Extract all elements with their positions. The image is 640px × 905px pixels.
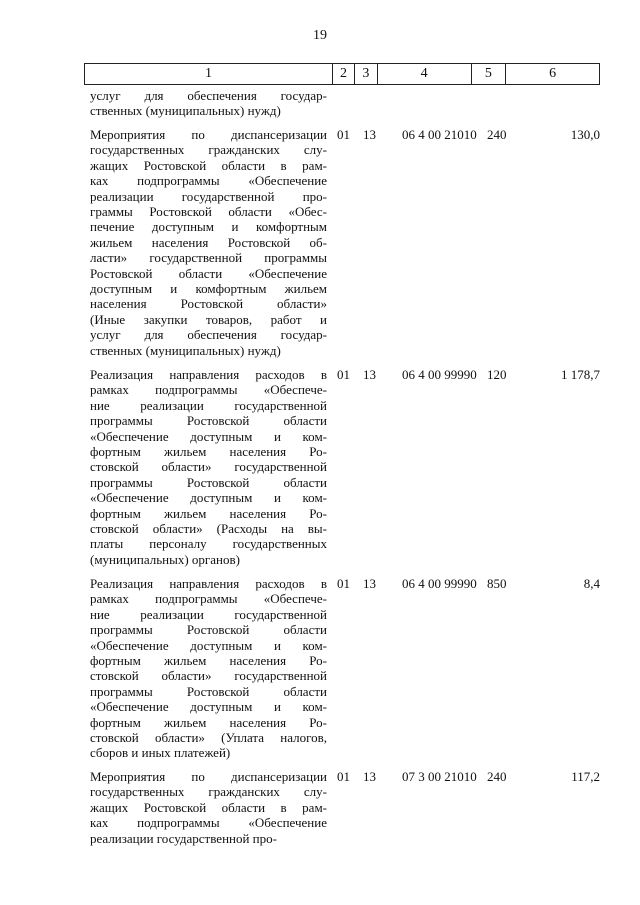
description-line: услуг для обеспечения государ- [90,88,327,103]
row-expense-type: 240 [487,769,507,784]
description-line: государственных гражданских слу- [90,784,327,800]
description-line: фортным жильем населения Ро- [90,653,327,669]
row-description [90,367,327,567]
description-line: (Иные закупки товаров, работ и [90,311,327,327]
header-col-6: 6 [549,66,557,81]
description-line: фортным жильем населения Ро- [90,505,327,521]
description-line: программы Ростовской области [90,622,327,638]
description-line: печение доступным и комфортным [90,219,327,235]
row-target-article: 06 4 00 21010 [402,127,477,142]
description-line: ние реализации государственной [90,606,327,622]
description-line: стовской области» государственной [90,668,327,684]
header-col-2: 2 [333,64,355,84]
row-section: 01 [337,367,350,382]
description-line: (муниципальных) органов) [90,551,240,567]
row-expense-type: 850 [487,576,507,591]
row-amount: 8,4 [583,576,600,591]
row-amount: 130,0 [570,127,600,142]
description-line: Реализация направления расходов в [90,576,327,591]
description-line: Мероприятия по диспансеризации [90,127,327,142]
description-line: стовской области» (Расходы на вы- [90,521,327,537]
row-description [90,127,327,358]
description-line: фортным жильем населения Ро- [90,714,327,730]
header-col-3: 3 [355,64,378,84]
row-description [90,88,327,119]
row-target-article: 07 3 00 21010 [402,769,477,784]
description-line: ласти» государственной программы [90,250,327,266]
row-section: 01 [337,576,350,591]
description-line: «Обеспечение доступным и ком- [90,699,327,715]
description-line: Ростовской области «Обеспечение [90,265,327,281]
description-line: жильем населения Ростовской об- [90,234,327,250]
description-line: «Обеспечение доступным и ком- [90,428,327,444]
description-line: Мероприятия по диспансеризации [90,769,327,784]
description-line: реализации государственной про- [90,188,327,204]
row-section: 01 [337,769,350,784]
table-header [84,63,600,85]
description-line: программы Ростовской области [90,683,327,699]
description-line: населения Ростовской области» [90,296,327,312]
description-line: граммы Ростовской области «Обес- [90,204,327,220]
description-line: программы Ростовской области [90,474,327,490]
description-line: стовской области» (Уплата налогов, [90,730,327,746]
row-expense-type: 120 [487,367,507,382]
description-line: ственных (муниципальных) нужд) [90,342,281,358]
description-line: государственных гражданских слу- [90,142,327,158]
description-line: жащих Ростовской области в рам- [90,157,327,173]
page-number: 19 [313,28,327,43]
row-amount: 1 178,7 [561,367,600,382]
row-description [90,576,327,761]
row-amount: 117,2 [571,769,600,784]
description-line: доступным и комфортным жильем [90,281,327,297]
description-line: рамках подпрограммы «Обеспече- [90,591,327,607]
description-line: «Обеспечение доступным и ком- [90,637,327,653]
description-line: рамках подпрограммы «Обеспече- [90,382,327,398]
description-line: программы Ростовской области [90,413,327,429]
row-subsection: 13 [363,127,376,142]
row-section: 01 [337,127,350,142]
header-col-1: 1 [85,64,333,84]
description-line: ках подпрограммы «Обеспечение [90,173,327,189]
row-subsection: 13 [363,367,376,382]
description-line: фортным жильем населения Ро- [90,444,327,460]
description-line: сборов и иных платежей) [90,745,231,761]
description-line: платы персоналу государственных [90,536,327,552]
description-line: «Обеспечение доступным и ком- [90,490,327,506]
description-line: реализации государственной про- [90,830,277,846]
header-col-5: 5 [472,64,507,84]
row-subsection: 13 [363,576,376,591]
row-target-article: 06 4 00 99990 [402,576,477,591]
row-description [90,769,327,846]
description-line: ние реализации государственной [90,397,327,413]
row-subsection: 13 [363,769,376,784]
row-target-article: 06 4 00 99990 [402,367,477,382]
row-expense-type: 240 [487,127,507,142]
description-line: ках подпрограммы «Обеспечение [90,815,327,831]
description-line: стовской области» государственной [90,459,327,475]
description-line: ственных (муниципальных) нужд) [90,103,281,119]
header-col-4: 4 [378,64,472,84]
description-line: жащих Ростовской области в рам- [90,799,327,815]
description-line: Реализация направления расходов в [90,367,327,382]
description-line: услуг для обеспечения государ- [90,327,327,343]
